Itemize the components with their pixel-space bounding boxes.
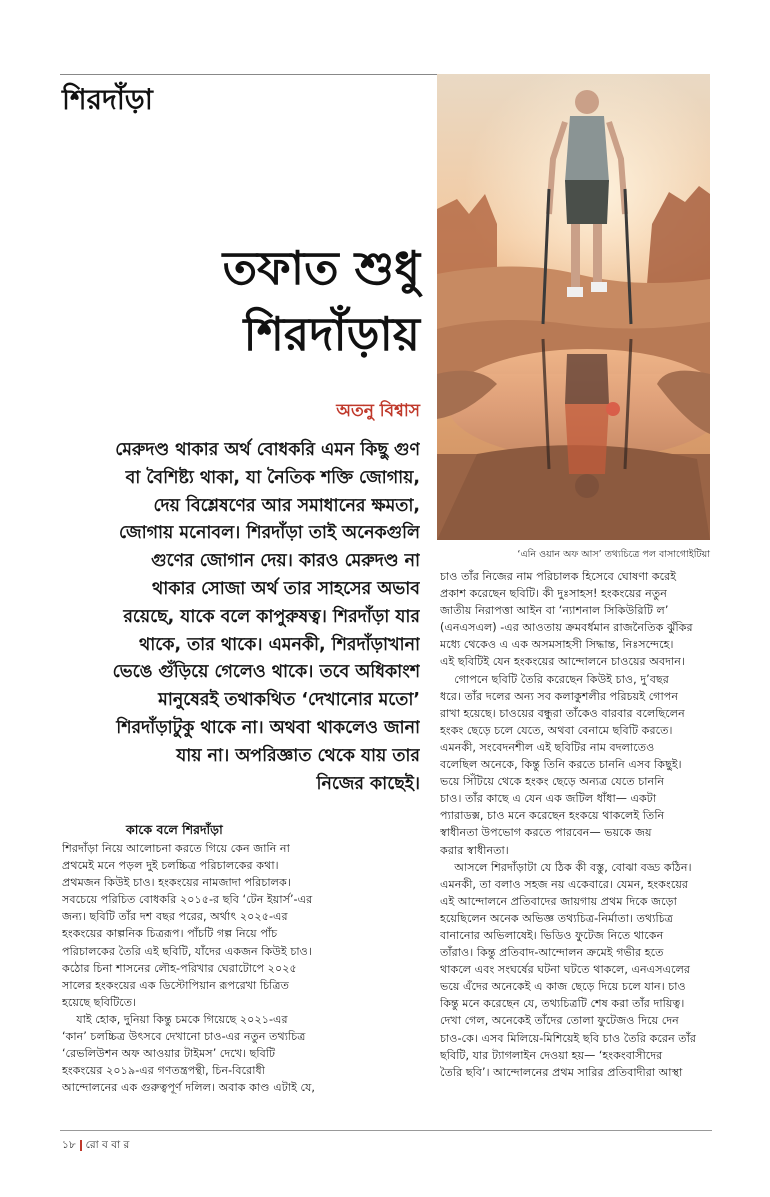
body-text-line: আন্দোলনের এক গুরুত্বপূর্ণ দলিল। অবাক কাণ্ড এটাই যে,	[62, 1081, 315, 1095]
body-text-line: মধ্যে থেকেও এ এক অসমসাহসী সিদ্ধান্ত, নিঃসন্দেহে।	[440, 638, 674, 652]
magazine-name: রো ব বা র	[85, 1139, 130, 1151]
body-text-line: থাকলে এবং সংঘর্ষের ঘটনা ঘটতে থাকলে, এনএসএলের	[440, 963, 691, 977]
photo-caption: ‘এনি ওয়ান অফ আস’ তথ্যচিত্রে পল বাসাগোইটিয়া	[517, 549, 710, 560]
intro-line: গুণের জোগান দেয়। কারও মেরুদণ্ড না	[151, 551, 420, 572]
body-text-line: এমনকী, সংবেদনশীল এই ছবিটির নাম বদলাতেও	[440, 740, 655, 754]
footer-divider	[80, 1140, 82, 1151]
body-text-line: রাখা হয়েছে। চাওয়ের বন্ধুরা তাঁকেও বারবার বলেছিলেন	[440, 706, 685, 720]
body-text-line: হয়েছিলেন অনেক অভিজ্ঞ তথ্যচিত্র-নির্মাতা। তথ্যচিত্র	[440, 911, 673, 925]
body-text-line: করার স্বাধীনতা।	[440, 843, 509, 857]
body-text-line: পরিচালকের তৈরি এই ছবিটি, যাঁদের একজন কিউই চাও।	[62, 944, 312, 958]
headline-line-1: তফাত শুধু	[222, 241, 420, 295]
body-text-line: বানানোর অভিলাষেই। ভিডিও ফুটেজ নিতে থাকেন	[440, 928, 664, 942]
body-text-line: ভয়ে সিঁটিয়ে থেকে হংকং ছেড়ে অন্যত্র যেতে চাননি	[440, 775, 665, 789]
intro-line: দেয় বিশ্লেষণের আর সমাধানের ক্ষমতা,	[153, 495, 420, 516]
body-text-line: প্রকাশ করেছেন ছবিটি। কী দুঃসাহস! হংকংয়ের নতুন	[440, 587, 667, 601]
body-text-line: গোপনে ছবিটি তৈরি করেছেন কিউই চাও, দু’বছর	[440, 672, 669, 686]
byline: অতনু বিশ্বাস	[336, 401, 420, 421]
body-text-line: চাও। তাঁর কাছে এ যেন এক জটিল ধাঁধা— একটা	[440, 792, 657, 806]
intro-line: থাকে, তার থাকে। এমনকী, শিরদাঁড়াখানা	[139, 634, 420, 655]
body-text-line: জাতীয় নিরাপত্তা আইন বা ‘ন্যাশনাল সিকিউরিটি ল’	[440, 604, 669, 618]
body-text-line: কঠোর চিনা শাসনের লৌহ-পরিখার ঘেরাটোপে ২০২৫	[62, 961, 297, 975]
body-text-line: ‘কান’ চলচ্চিত্র উৎসবে দেখানো চাও-এর নতুন তথ্যচিত্র	[62, 1030, 306, 1044]
body-text-line: হয়েছে ছবিটিতে।	[62, 995, 137, 1009]
intro-line: মেরুদণ্ড থাকার অর্থ বোধকরি এমন কিছু গুণ	[115, 440, 420, 460]
body-text-line: এই ছবিটিই যেন হংকংয়ের আন্দোলনে চাওয়ের অবদান।	[440, 655, 685, 669]
intro-paragraph	[62, 437, 420, 798]
body-text-line: কিন্তু মনে করেছেন যে, তথ্যচিত্রটি শেষ করা তাঁর দায়িত্ব।	[440, 997, 685, 1011]
body-text-line: আসলে শিরদাঁড়াটা যে ঠিক কী বস্তু, বোঝা বড্ড কঠিন।	[440, 860, 692, 874]
body-text-line: যাই হোক, দুনিয়া কিন্তু চমকে গিয়েছে ২০২১-এর	[62, 1012, 288, 1026]
intro-line: বা বৈশিষ্ট্য থাকা, যা নৈতিক শক্তি জোগায়,	[125, 467, 420, 488]
article-photo	[437, 74, 710, 540]
intro-line: রয়েছে, যাকে বলে কাপুরুষত্ব। শিরদাঁড়া যার	[123, 606, 420, 627]
body-text-line: চাও-কে। এসব মিলিয়ে-মিশিয়েই ছবি চাও তৈরি করেন তাঁর	[440, 1031, 697, 1045]
footer-rule	[60, 1130, 712, 1131]
intro-line: শিরদাঁড়াটুকু থাকে না। অথবা থাকলেও জানা	[116, 717, 420, 738]
body-text-line: প্রথমেই মনে পড়ল দুই চলচ্চিত্র পরিচালকের কথা।	[62, 859, 279, 873]
right-column	[440, 568, 712, 1081]
intro-line: ভেঙে গুঁড়িয়ে গেলেও থাকে। তবে অধিকাংশ	[112, 662, 420, 683]
body-text-line: প্যারাডক্স, চাও মনে করেছেন হংকয়ে থাকলেই তিনি	[440, 809, 665, 823]
body-text-line: স্বাধীনতা উপভোগ করতে পারবেন— ভয়কে জয়	[440, 826, 652, 840]
footer	[62, 1138, 129, 1155]
top-rule	[60, 74, 440, 75]
intro-line: জোগায় মনোবল। শিরদাঁড়া তাই অনেকগুলি	[118, 523, 420, 544]
body-text-line: এমনকী, তা বলাও সহজ নয় একেবারে। যেমন, হংকংয়ের	[440, 877, 689, 891]
body-text-line: প্রথমজন কিউই চাও। হংকংয়ের নামজাদা পরিচালক।	[62, 876, 291, 890]
body-text-line: হংকংয়ের ২০১৯-এর গণতন্ত্রপন্থী, চিন-বিরোধী	[62, 1064, 265, 1078]
body-text-line: চাও তাঁর নিজের নাম পরিচালক হিসেবে ঘোষণা করেই	[440, 570, 677, 583]
body-text-line: বলেছিল অনেকে, কিন্তু তিনি করতে চাননি এসব কিছুই।	[440, 758, 682, 772]
body-text-line: দেখা গেল, অনেকেই তাঁদের তোলা ফুটেজও দিয়ে দেন	[440, 1014, 679, 1028]
body-text-line: হংকংয়ের কাল্পনিক চিত্ররূপ। পাঁচটি গল্প নিয়ে পাঁচ	[62, 927, 278, 941]
body-text-line: জন্য। ছবিটি তাঁর দশ বছর পরের, অর্থাৎ ২০২৫-এর	[62, 910, 288, 924]
intro-line: থাকার সোজা অর্থ তার সাহসের অভাব	[152, 578, 420, 599]
body-text-line: ভয়ে এঁদের অনেকেই এ কাজ ছেড়ে দিয়ে চলে যান। চাও	[440, 980, 686, 994]
body-text-line: এই আন্দোলনে প্রতিবাদের জায়গায় প্রথম দিকে জড়ো	[440, 894, 677, 908]
body-text-line: তাঁরাও। কিন্তু প্রতিবাদ-আন্দোলন ক্রমেই গভীর হতে	[440, 946, 664, 960]
intro-line: যায় না। অপরিজ্ঞাত থেকে যায় তার	[176, 745, 420, 766]
body-text-line: সবচেয়ে পরিচিত বোধকরি ২০১৫-র ছবি ‘টেন ইয়ার্স’-এর	[62, 893, 313, 907]
headline-line-2: শিরদাঁড়ায়	[243, 307, 420, 361]
page-number: ১৮	[62, 1139, 76, 1151]
section-label: শিরদাঁড়া	[62, 83, 153, 116]
body-text-line: শিরদাঁড়া নিয়ে আলোচনা করতে গিয়ে কেন জানি না	[62, 842, 290, 855]
body-text-line: তৈরি ছবি’। আন্দোলনের প্রথম সারির প্রতিবাদীরা আস্থা	[440, 1065, 683, 1079]
body-text-line: ছবিটি, যার ট্যাগলাইন দেওয়া হয়— ‘হংকংবাসীদের	[440, 1048, 663, 1062]
body-text-line: (এনএসএল) -এর আওতায় ক্রমবর্ধমান রাজনৈতিক ঝুঁকির	[440, 621, 693, 635]
body-text-line: ‘রেভলিউশন অফ আওয়ার টাইমস’ দেখে। ছবিটি	[62, 1047, 276, 1061]
left-column	[62, 840, 420, 1096]
body-text-line: সালের হংকংয়ের এক ডিস্টোপিয়ান রূপরেখা চিত্রিত	[62, 978, 289, 992]
intro-line: নিজের কাছেই।	[316, 773, 420, 794]
body-text-line: হংকং ছেড়ে চলে যেতে, অথবা বেনামে ছবিটি করতে।	[440, 723, 673, 737]
subheading: কাকে বলে শিরদাঁড়া	[126, 822, 223, 837]
body-text-line: ধরে। তাঁর দলের অন্য সব কলাকুশলীর পরিচয়ই গোপন	[440, 689, 679, 703]
intro-line: মানুষেরই তথাকথিত ‘দেখানোর মতো’	[158, 690, 420, 711]
